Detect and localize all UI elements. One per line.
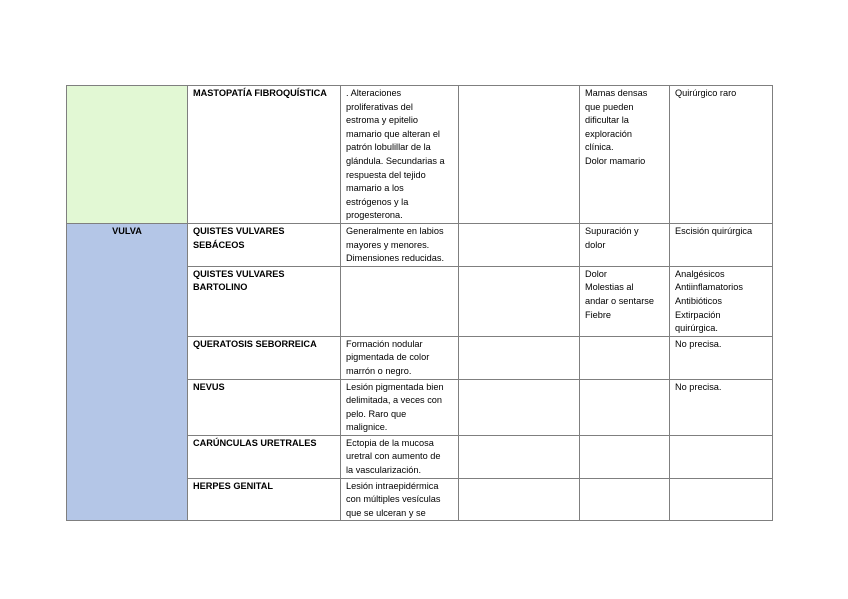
description-cell <box>341 336 459 379</box>
cell-text-line: respuesta del tejido <box>346 169 426 180</box>
treatment-cell <box>670 336 773 379</box>
empty-cell <box>459 223 580 266</box>
cell-text-line: Mamas densas <box>585 88 648 98</box>
description-cell <box>341 266 459 336</box>
condition-name <box>188 266 341 336</box>
cell-text-line: estroma y epitelio <box>346 115 419 126</box>
cell-text-line: Formación nodular <box>346 338 423 349</box>
cell-text-line: Fiebre <box>585 309 612 320</box>
symptoms-cell <box>580 336 670 379</box>
cell-text-line: malignice. <box>346 422 388 433</box>
cell-text-line: patrón lobulillar de la <box>346 142 431 153</box>
cell-text-line: quirúrgica. <box>675 323 718 334</box>
treatment-cell <box>670 478 773 521</box>
cell-text-line: que pueden <box>585 101 634 112</box>
cell-text-line: Dolor <box>585 268 607 279</box>
condition-name: MASTOPATÍA FIBROQUÍSTICA <box>188 86 341 224</box>
cell-text-line: marrón o negro. <box>346 365 412 376</box>
cell-text-line: Antibióticos <box>675 295 722 306</box>
cell-text-line: Ectopia de la mucosa <box>346 437 434 448</box>
cell-text-line: pelo. Raro que <box>346 408 407 419</box>
description-cell <box>341 435 459 478</box>
cell-text-line: Lesión pigmentada bien <box>346 381 444 392</box>
condition-name: HERPES GENITAL <box>188 478 341 521</box>
cell-text-line: que se ulceran y se <box>346 507 426 518</box>
empty-cell <box>459 86 580 224</box>
cell-text-line: Quirúrgico raro <box>675 88 737 98</box>
description-cell <box>341 478 459 521</box>
cell-text-line: BARTOLINO <box>193 282 248 293</box>
treatment-cell <box>670 435 773 478</box>
table-body <box>67 86 773 521</box>
cell-text-line: Analgésicos <box>675 268 725 279</box>
condition-name: QUISTES VULVARES SEBÁCEOS <box>188 223 341 266</box>
pathology-table <box>66 85 773 521</box>
empty-cell <box>459 336 580 379</box>
cell-text-line: Escisión quirúrgica <box>675 225 753 236</box>
empty-cell <box>459 379 580 435</box>
description-cell <box>341 86 459 224</box>
cell-text-line: QUISTES VULVARES <box>193 268 285 279</box>
cell-text-line: Extirpación <box>675 309 721 320</box>
cell-text-line: con múltiples vesículas <box>346 494 441 505</box>
description-cell <box>341 223 459 266</box>
cell-text-line: Dimensiones reducidas. <box>346 253 445 264</box>
cell-text-line: glándula. Secundarias a <box>346 155 445 166</box>
cell-text-line: clínica. <box>585 142 614 153</box>
empty-cell <box>459 478 580 521</box>
group-cell-mama <box>67 86 188 224</box>
cell-text-line: estrógenos y la <box>346 196 409 207</box>
symptoms-cell <box>580 223 670 266</box>
cell-text-line: mamario a los <box>346 183 404 194</box>
cell-text-line: Lesión intraepidérmica <box>346 480 439 491</box>
cell-text-line: dolor <box>585 239 606 250</box>
cell-text-line: la vascularización. <box>346 465 422 476</box>
cell-text-line: mayores y menores. <box>346 239 430 250</box>
table-row <box>67 223 773 266</box>
condition-name: NEVUS <box>188 379 341 435</box>
cell-text-line: Dolor mamario <box>585 155 646 166</box>
symptoms-cell <box>580 478 670 521</box>
condition-name: QUERATOSIS SEBORREICA <box>188 336 341 379</box>
symptoms-cell <box>580 379 670 435</box>
cell-text-line: Antiinflamatorios <box>675 282 743 293</box>
cell-text-line: proliferativas del <box>346 101 413 112</box>
cell-text-line: delimitada, a veces con <box>346 395 443 406</box>
treatment-cell <box>670 223 773 266</box>
symptoms-cell <box>580 266 670 336</box>
condition-name: CARÚNCULAS URETRALES <box>188 435 341 478</box>
treatment-cell <box>670 379 773 435</box>
cell-text-line: . Alteraciones <box>346 88 402 98</box>
cell-text-line: uretral con aumento de <box>346 451 441 462</box>
symptoms-cell <box>580 86 670 224</box>
empty-cell <box>459 266 580 336</box>
treatment-cell <box>670 86 773 224</box>
cell-text-line: Supuración y <box>585 225 639 236</box>
cell-text-line: Generalmente en labios <box>346 225 444 236</box>
treatment-cell <box>670 266 773 336</box>
cell-text-line: Molestias al <box>585 282 634 293</box>
cell-text-line: progesterona. <box>346 210 403 221</box>
cell-text-line: andar o sentarse <box>585 295 654 306</box>
cell-text-line: dificultar la <box>585 115 629 126</box>
cell-text-line: No precisa. <box>675 338 722 349</box>
cell-text-line: exploración <box>585 128 632 139</box>
cell-text-line: No precisa. <box>675 381 722 392</box>
table-row <box>67 86 773 224</box>
empty-cell <box>459 435 580 478</box>
symptoms-cell <box>580 435 670 478</box>
cell-text-line: mamario que alteran el <box>346 128 440 139</box>
group-cell-vulva: VULVA <box>67 223 188 521</box>
cell-text-line: pigmentada de color <box>346 352 430 363</box>
description-cell <box>341 379 459 435</box>
